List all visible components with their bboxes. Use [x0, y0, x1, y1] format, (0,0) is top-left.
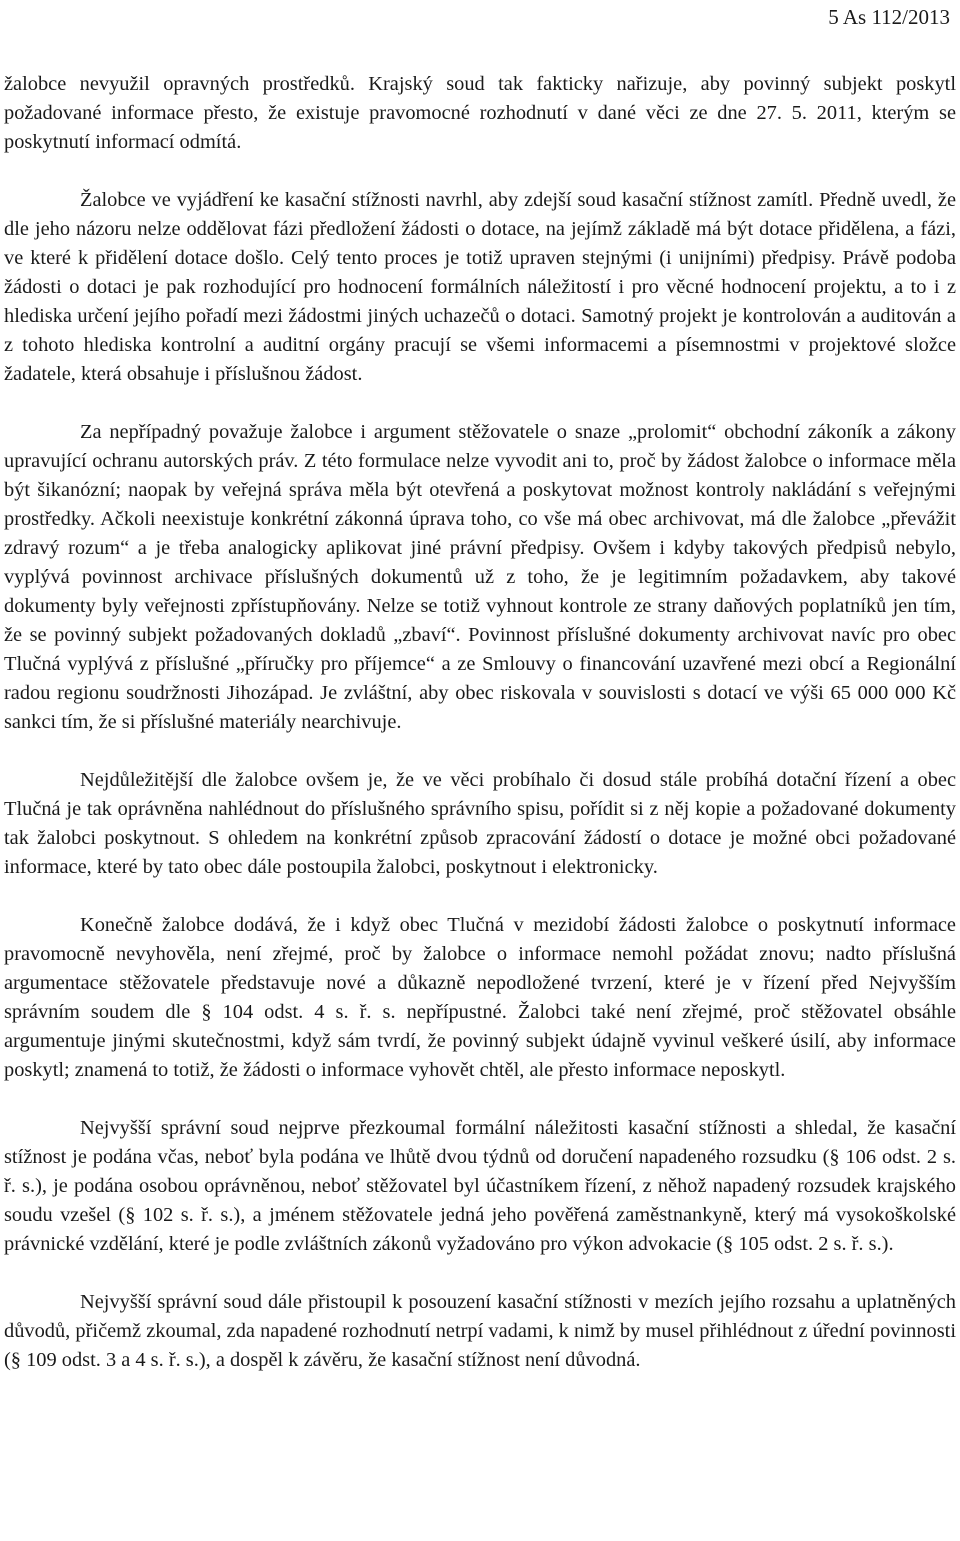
paragraph-response-summary: Žalobce ve vyjádření ke kasační stížnosti navrhl, aby zdejší soud kasační stížnost zamítl. Předně uvedl, že dle jeho názoru nelze oddělovat fázi předložení žádosti o dotace, na jejímž základě má být dotace přidělena, a fázi, ve které k přidělení dotace došlo. Celý tento proces je totiž upraven stejnými (i unijními) předpisy. Právě podoba žádosti o dotaci je pak rozhodující pro hodnocení formálních náležitostí i pro věcné hodnocení projektu, a to i z hlediska určení jejího pořadí mezi žádostmi jiných uchazečů o dotaci. Samotný projekt je kontrolován a auditován a z tohoto hlediska kontrolní a auditní orgány pracují se všemi informacemi a písemnostmi v projektové složce žadatele, která obsahuje i příslušnou žádost.	[4, 189, 956, 385]
paragraph-final-argument: Konečně žalobce dodává, že i když obec Tlučná v mezidobí žádosti žalobce o poskytnutí informace pravomocně nevyhověla, není zřejmé, proč by žalobce o informace nemohl požádat znovu; nadto příslušná argumentace stěžovatele představuje nové a důkazně nepodložené tvrzení, které je v řízení před Nejvyšším správním soudem dle § 104 odst. 4 s. ř. s. nepřípustné. Žalobci také není zřejmé, proč stěžovatel obsáhle argumentuje jinými skutečnostmi, když sám tvrdí, že povinný subjekt údajně vyvinul veškeré úsilí, aby informace poskytl; znamená to totiž, že žádosti o informace vyhovět chtěl, ale přesto informace neposkytl.	[4, 914, 956, 1081]
document-body	[4, 70, 956, 1375]
paragraph-admissibility: Nejvyšší správní soud nejprve přezkoumal formální náležitosti kasační stížnosti a shledal, že kasační stížnost je podána včas, neboť byla podána ve lhůtě dvou týdnů od doručení napadeného rozsudku (§ 106 odst. 2 s. ř. s.), je podána osobou oprávněnou, neboť stěžovatel byl účastníkem řízení, z něhož napadený rozsudek krajského soudu vzešel (§ 102 s. ř. s.), a jménem stěžovatele jedná jeho pověřená zaměstnankyně, který má vysokoškolské právnické vzdělání, které je podle zvláštních zákonů vyžadováno pro výkon advokacie (§ 105 odst. 2 s. ř. s.).	[4, 1117, 956, 1255]
paragraph-copyright-argument: Za nepřípadný považuje žalobce i argument stěžovatele o snaze „prolomit“ obchodní zákoník a zákony upravující ochranu autorských práv. Z této formulace nelze vyvodit ani to, proč by žádost žalobce o informace měla být šikanózní; naopak by veřejná správa měla být otevřená a poskytovat možnost kontroly nakládání s veřejnými prostředky. Ačkoli neexistuje konkrétní zákonná úprava toho, co vše má obec archivovat, má dle žalobce „převážit zdravý rozum“ a je třeba analogicky aplikovat jiné právní předpisy. Ovšem i kdyby takových předpisů nebylo, vyplývá povinnost archivace příslušných dokumentů už z toho, že je legitimním požadavkem, aby takové dokumenty byly veřejnosti zpřístupňovány. Nelze se totiž vyhnout kontrole ze strany daňových poplatníků jen tím, že se povinný subjekt požadovaných dokladů „zbaví“. Povinnost příslušné dokumenty archivovat navíc pro obec Tlučná vyplývá z příslušné „příručky pro příjemce“ a ze Smlouvy o financování uzavřené mezi obcí a Regionální radou regionu soudržnosti Jihozápad. Je zvláštní, aby obec riskovala v souvislosti s dotací ve výši 65 000 000 Kč sankci tím, že si příslušné materiály nearchivuje.	[4, 421, 956, 733]
paragraph-continuation: žalobce nevyužil opravných prostředků. Krajský soud tak fakticky nařizuje, aby povinný subjekt poskytl požadované informace přesto, že existuje pravomocné rozhodnutí v dané věci ze dne 27. 5. 2011, kterým se poskytnutí informací odmítá.	[4, 73, 956, 153]
case-number: 5 As 112/2013	[828, 5, 950, 29]
paragraph-main-argument: Nejdůležitější dle žalobce ovšem je, že ve věci probíhalo či dosud stále probíhá dotační řízení a obec Tlučná je tak oprávněna nahlédnout do příslušného správního spisu, pořídit si z něj kopie a požadované dokumenty tak žalobci poskytnout. S ohledem na konkrétní způsob zpracování žádostí o dotace je možné obci požadované informace, které by tato obec dále postoupila žalobci, poskytnout i elektronicky.	[4, 769, 956, 878]
paragraph-review-scope: Nejvyšší správní soud dále přistoupil k posouzení kasační stížnosti v mezích jejího rozsahu a uplatněných důvodů, přičemž zkoumal, zda napadené rozhodnutí netrpí vadami, k nimž by musel přihlédnout z úřední povinnosti (§ 109 odst. 3 a 4 s. ř. s.), a dospěl k závěru, že kasační stížnost není důvodná.	[4, 1291, 956, 1371]
